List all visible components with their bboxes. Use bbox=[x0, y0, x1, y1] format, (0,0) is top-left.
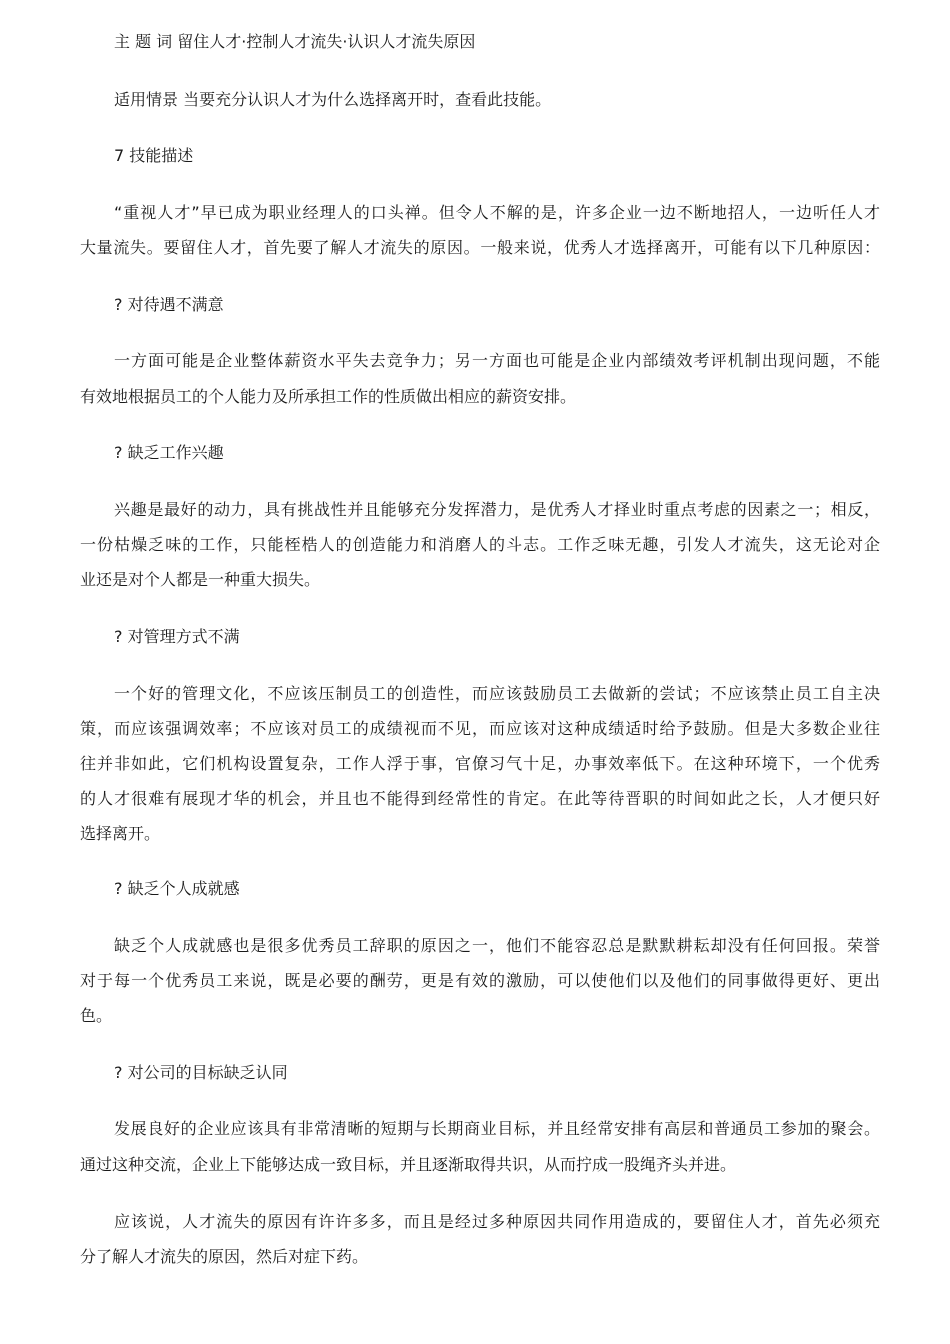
reason-text-line: 业还是对个人都是一种重大损失。 bbox=[80, 570, 321, 589]
reason-text-line: 选择离开。 bbox=[80, 824, 161, 843]
reason-heading: ? 缺乏个人成就感 bbox=[114, 879, 240, 898]
reason-text-line: 发展良好的企业应该具有非常清晰的短期与长期商业目标，并且经常安排有高层和普通员工参加的聚会。 bbox=[114, 1119, 880, 1138]
reason-heading: ? 对管理方式不满 bbox=[114, 627, 240, 646]
intro-line-2: 大量流失。要留住人才，首先要了解人才流失的原因。一般来说，优秀人才选择离开，可能有以下几种原因： bbox=[80, 238, 880, 257]
reason-text-line: 色。 bbox=[80, 1006, 113, 1025]
intro-line-1: “重视人才”早已成为职业经理人的口头禅。但令人不解的是，许多企业一边不断地招人，一边听任人才 bbox=[114, 203, 880, 222]
reason-text-line: 一份枯燥乏味的工作，只能桎梏人的创造能力和消磨人的斗志。工作乏味无趣，引发人才流失，这无论对企 bbox=[80, 535, 880, 554]
conclusion-line-1: 应该说，人才流失的原因有许许多多，而且是经过多种原因共同作用造成的，要留住人才，首先必须充 bbox=[114, 1212, 880, 1231]
reason-text-line: 有效地根据员工的个人能力及所承担工作的性质做出相应的薪资安排。 bbox=[80, 387, 577, 406]
reason-heading: ? 缺乏工作兴趣 bbox=[114, 443, 224, 462]
reason-text-line: 的人才很难有展现才华的机会，并且也不能得到经常性的肯定。在此等待晋职的时间如此之长，人才便只好 bbox=[80, 789, 880, 808]
reason-heading: ? 对公司的目标缺乏认同 bbox=[114, 1063, 288, 1082]
reason-text-line: 兴趣是最好的动力，具有挑战性并且能够充分发挥潜力，是优秀人才择业时重点考虑的因素之一；相反， bbox=[114, 500, 880, 519]
reason-text-line: 通过这种交流，企业上下能够达成一致目标，并且逐渐取得共识，从而拧成一股绳齐头并进。 bbox=[80, 1155, 737, 1174]
scenario-line: 适用情景 当要充分认识人才为什么选择离开时，查看此技能。 bbox=[114, 90, 552, 109]
reason-text-line: 一个好的管理文化，不应该压制员工的创造性，而应该鼓励员工去做新的尝试；不应该禁止员工自主决 bbox=[114, 684, 880, 703]
section-title: 7 技能描述 bbox=[114, 146, 194, 165]
reason-text-line: 往并非如此，它们机构设置复杂，工作人浮于事，官僚习气十足，办事效率低下。在这种环境下，一个优秀 bbox=[80, 754, 880, 773]
keywords-line: 主 题 词 留住人才·控制人才流失·认识人才流失原因 bbox=[114, 32, 476, 51]
reason-text-line: 对于每一个优秀员工来说，既是必要的酬劳，更是有效的激励，可以使他们以及他们的同事做得更好、更出 bbox=[80, 971, 880, 990]
reason-text-line: 一方面可能是企业整体薪资水平失去竞争力；另一方面也可能是企业内部绩效考评机制出现问题，不能 bbox=[114, 351, 880, 370]
reason-text-line: 缺乏个人成就感也是很多优秀员工辞职的原因之一，他们不能容忍总是默默耕耘却没有任何回报。荣誉 bbox=[114, 936, 880, 955]
reason-heading: ? 对待遇不满意 bbox=[114, 295, 224, 314]
conclusion-line-2: 分了解人才流失的原因，然后对症下药。 bbox=[80, 1247, 369, 1266]
reason-text-line: 策，而应该强调效率；不应该对员工的成绩视而不见，而应该对这种成绩适时给予鼓励。但是大多数企业往 bbox=[80, 719, 880, 738]
